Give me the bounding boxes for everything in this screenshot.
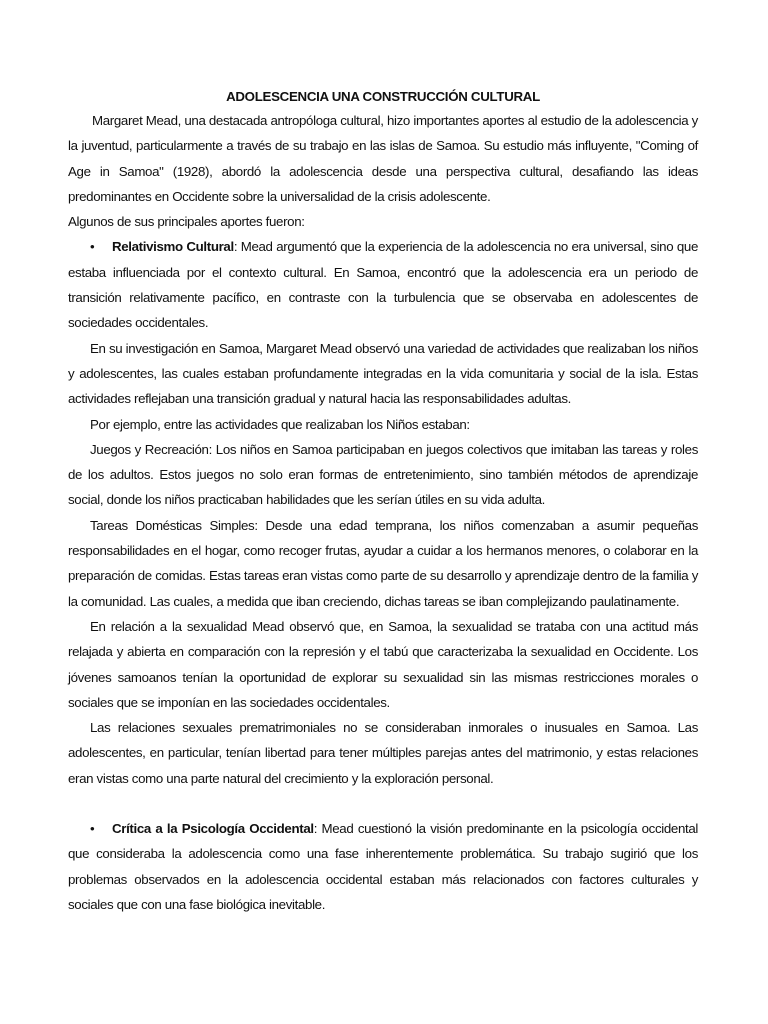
bullet-text: : Mead argumentó que la experiencia de la adolescencia no era universal, sino que estaba influenciada por el contexto cultural. En Samoa, encontró que la adolescencia era un periodo de transición relativamente pacífico, en contraste con la turbulencia que se observaba en adolescentes de sociedades occidentales. <box>68 239 698 331</box>
document-title: ADOLESCENCIA UNA CONSTRUCCIÓN CULTURAL <box>226 89 540 104</box>
paragraph-spacer <box>68 791 698 816</box>
bullet-heading: Crítica a la Psicología Occidental <box>112 821 314 837</box>
example-paragraph: Por ejemplo, entre las actividades que realizaban los Niños estaban: <box>90 416 470 432</box>
games-paragraph: Juegos y Recreación: Los niños en Samoa participaban en juegos colectivos que imitaban las tareas y roles de los adultos. Estos juegos no solo eran formas de entretenimiento, sino también métodos de aprendizaje social, donde los niños practicaban habilidades que les serían útiles en su vida adulta. <box>68 441 698 508</box>
bullet-relativismo-cultural <box>68 234 698 335</box>
bullet-icon: • <box>90 821 95 837</box>
relations-paragraph: Las relaciones sexuales prematrimoniales no se consideraban inmorales o inusuales en Samoa. Las adolescentes, en particular, tenían libertad para tener múltiples parejas antes del matrimonio, y estas relaciones eran vistas como una parte natural del crecimiento y la exploración personal. <box>68 720 698 786</box>
tasks-paragraph: Tareas Domésticas Simples: Desde una edad temprana, los niños comenzaban a asumir pequeñas responsabilidades en el hogar, como recoger frutas, ayudar a cuidar a los hermanos menores, o colaborar en la preparación de comidas. Estas tareas eran vistas como parte de su desarrollo y aprendizaje dentro de la familia y la comunidad. Las cuales, a medida que iban creciendo, dichas tareas se iban complejizando paulatinamente. <box>68 517 698 609</box>
investigation-paragraph: En su investigación en Samoa, Margaret Mead observó una variedad de actividades que realizaban los niños y adolescentes, las cuales estaban profundamente integradas en la vida comunitaria y social de la isla. Estas actividades reflejaban una transición gradual y natural hacia las responsabilidades adultas. <box>68 340 698 407</box>
sexuality-paragraph: En relación a la sexualidad Mead observó que, en Samoa, la sexualidad se trataba con una actitud más relajada y abierta en comparación con la represión y el tabú que caracterizaba la sexualidad en Occidente. Los jóvenes samoanos tenían la oportunidad de explorar su sexualidad sin las mismas restricciones morales o sociales que se imponían en las sociedades occidentales. <box>68 618 698 710</box>
bullet-text: : Mead cuestionó la visión predominante en la psicología occidental que consideraba la adolescencia como una fase inherentemente problemática. Su trabajo sugirió que los problemas observados en la adolescencia occidental estaban más relacionados con factores culturales y sociales que con una fase biológica inevitable. <box>68 821 699 912</box>
intro-paragraph: Margaret Mead, una destacada antropóloga cultural, hizo importantes aportes al estudio de la adolescencia y la juventud, particularmente a través de su trabajo en las islas de Samoa. Su estudio más influyente, "Coming of Age in Samoa" (1928), abordó la adolescencia desde una perspectiva cultural, desafiando las ideas predominantes en Occidente sobre la universalidad de la crisis adolescente. <box>68 113 698 204</box>
bullet-icon: • <box>90 239 95 255</box>
bullet-critica-psicologia <box>68 816 698 917</box>
lead-in-paragraph: Algunos de sus principales aportes fueron: <box>68 214 305 230</box>
bullet-heading: Relativismo Cultural <box>112 239 234 255</box>
